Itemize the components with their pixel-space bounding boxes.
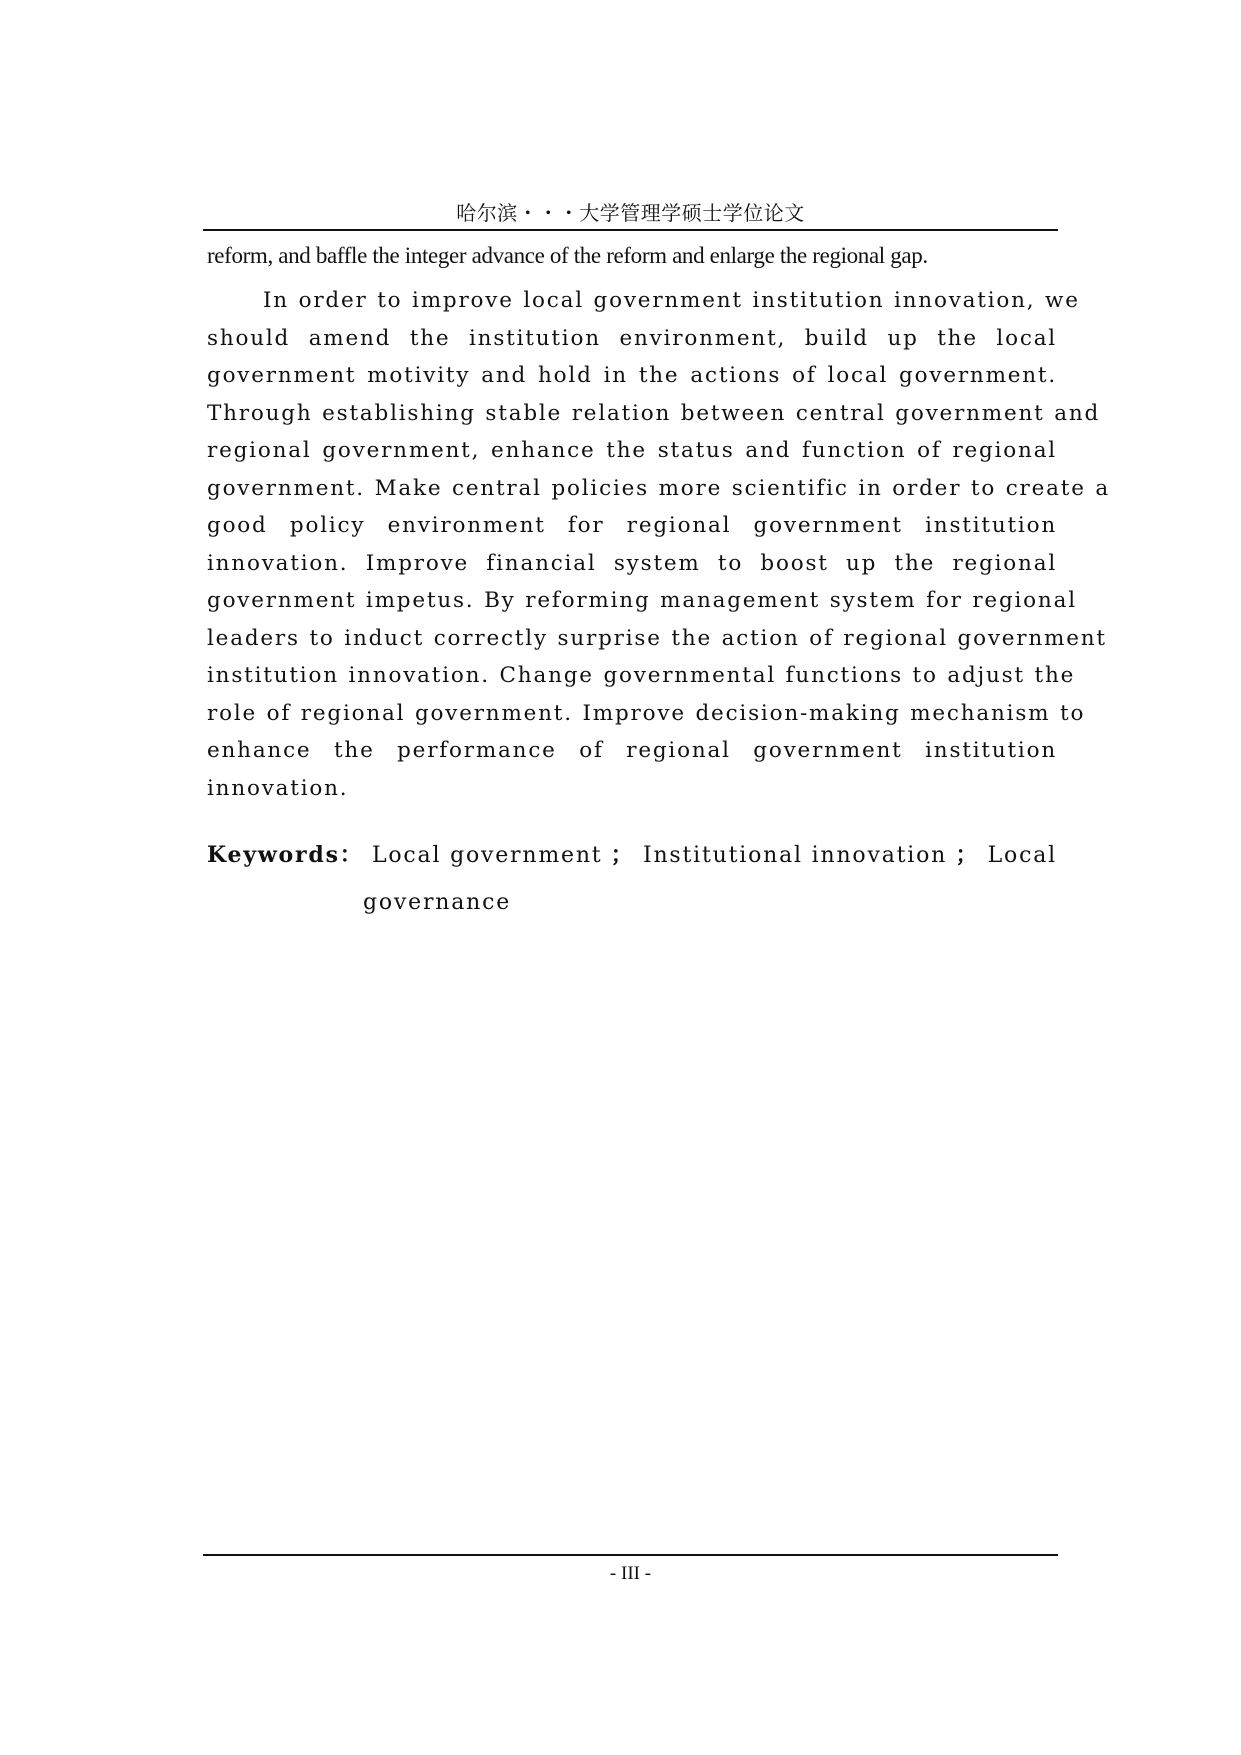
paragraph-line: government. Make central policies more scientific in order to create a: [207, 475, 1110, 501]
paragraph-line: enhance the performance of regional government institution: [207, 738, 1057, 763]
paragraph-line: government impetus. By reforming management system for regional: [207, 588, 1077, 613]
paragraph-line: regional government, enhance the status and function of regional: [207, 438, 1057, 463]
paragraph-line: good policy environment for regional government institution: [207, 513, 1057, 538]
keyword-item: Local: [987, 843, 1057, 868]
paragraph-line: institution innovation. Change governmental functions to adjust the: [207, 663, 1076, 688]
paragraph-line: innovation.: [207, 775, 349, 801]
keyword-continuation: governance: [363, 890, 512, 915]
keywords-row: [207, 832, 1057, 879]
paragraph-line: Through establishing stable relation between central government and: [207, 400, 1101, 426]
abstract-paragraph: [207, 282, 1110, 807]
footer-rule: [203, 1554, 1058, 1556]
running-header: 哈尔滨・・・大学管理学硕士学位论文: [456, 201, 805, 225]
paragraph-line: role of regional government. Improve decision-making mechanism to: [207, 700, 1086, 726]
page-number: - III -: [609, 1563, 652, 1584]
keywords-block: [207, 832, 1057, 926]
paragraph-line: innovation. Improve financial system to boost up the regional: [207, 550, 1057, 576]
keywords-label: Keywords：: [207, 842, 364, 868]
continued-text-line: reform, and baffle the integer advance of the reform and enlarge the regional gap.: [207, 243, 928, 268]
header-rule: [203, 229, 1058, 231]
keyword-separator: ；: [610, 842, 635, 868]
keyword-item: Institutional innovation: [642, 843, 948, 868]
paragraph-line: In order to improve local government institution innovation, we: [263, 288, 1080, 313]
keyword-separator: ；: [955, 842, 980, 868]
paragraph-line: leaders to induct correctly surprise the action of regional government: [207, 625, 1107, 651]
paragraph-line: should amend the institution environment, build up the local: [207, 325, 1057, 351]
paragraph-line: government motivity and hold in the actions of local government.: [207, 363, 1057, 388]
keyword-item: Local government: [371, 843, 603, 868]
